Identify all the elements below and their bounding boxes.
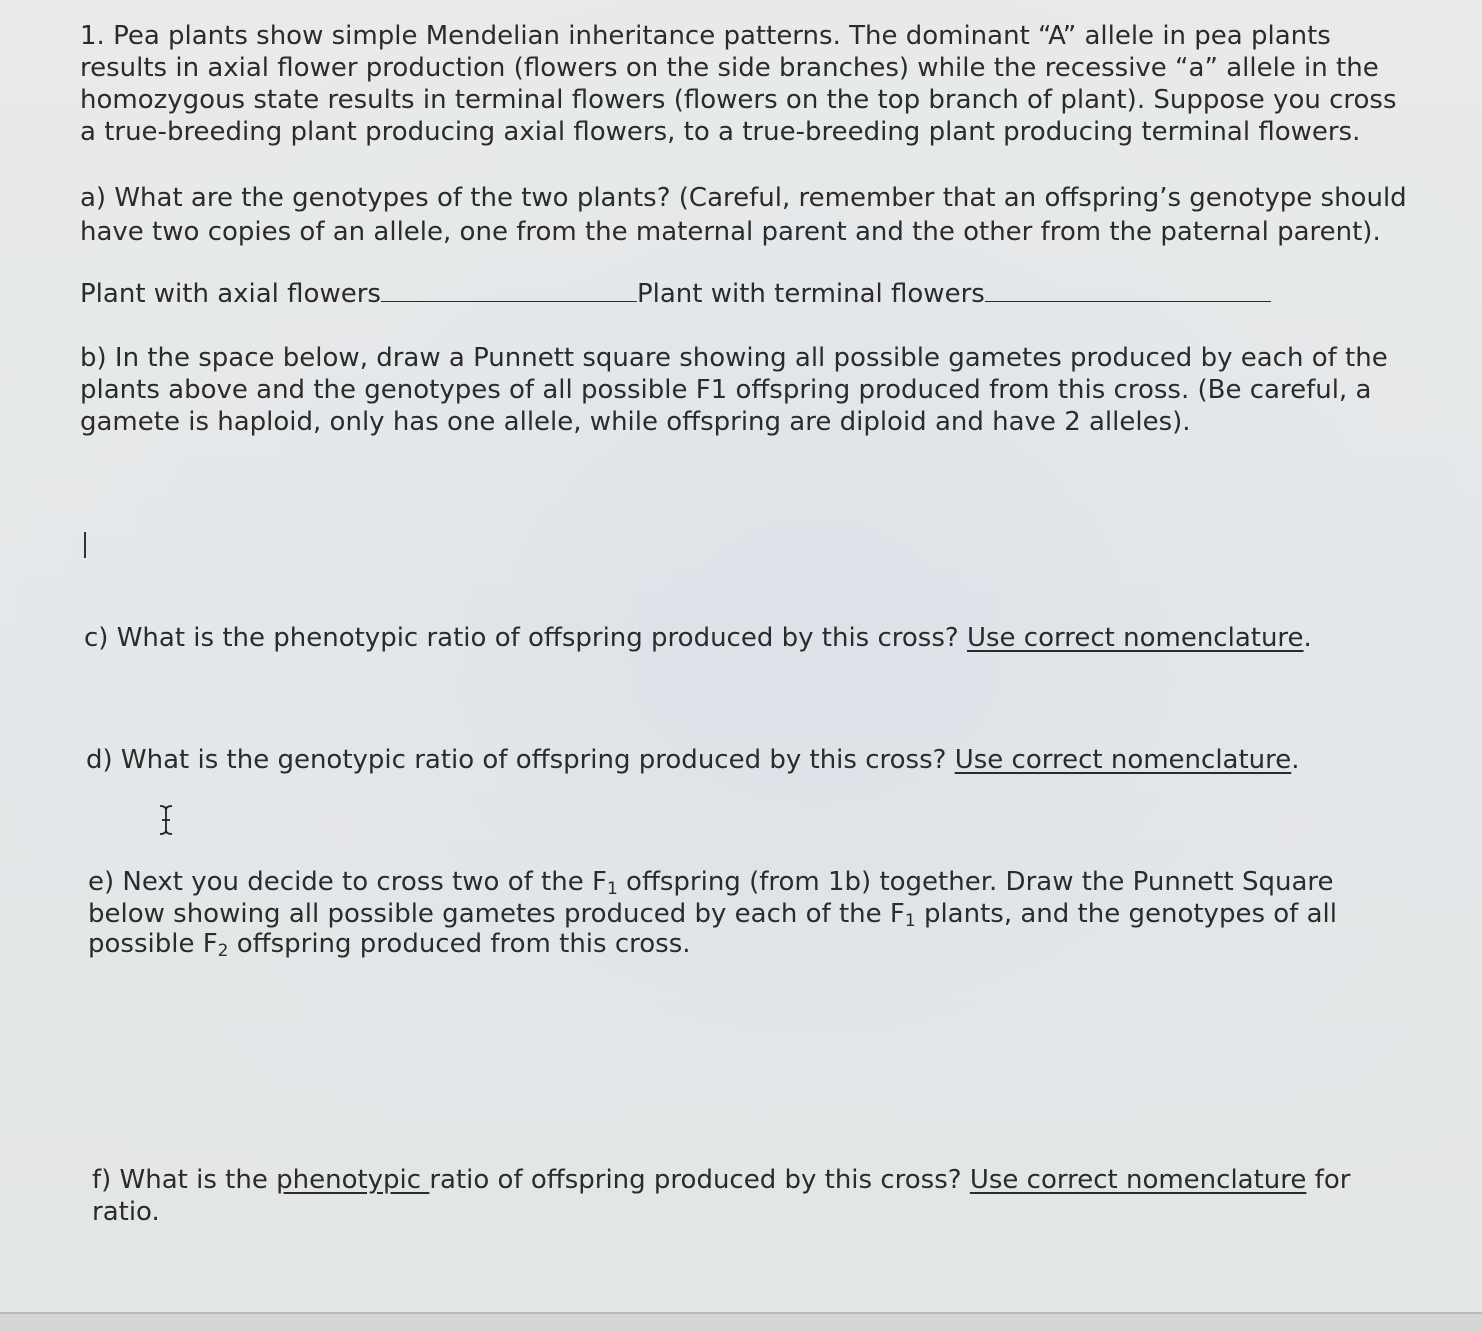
screen-bottom-edge — [0, 1312, 1482, 1332]
qb-line-1: b) In the space below, draw a Punnett square showing all possible gametes produced by each of the — [80, 343, 1388, 373]
qd-nomenclature-link[interactable]: Use correct nomenclature — [954, 745, 1292, 775]
qe-line-1 — [88, 866, 1334, 898]
qe-line-3-sub: 2 — [217, 941, 229, 961]
qc-nomenclature-link[interactable]: Use correct nomenclature — [966, 623, 1304, 653]
q1-line-1: 1. Pea plants show simple Mendelian inheritance patterns. The dominant “A” allele in pea plants — [80, 21, 1331, 51]
qd-line — [86, 744, 1300, 776]
axial-answer-row — [80, 278, 1271, 310]
qd-period: . — [1291, 745, 1300, 775]
qb-line-2: plants above and the genotypes of all possible F1 offspring produced from this cross. (Be careful, a — [80, 375, 1372, 405]
q1-line-2: results in axial flower production (flowers on the side branches) while the recessive “a” allele in the — [80, 53, 1379, 83]
text-insertion-cursor — [84, 532, 86, 558]
terminal-flowers-label: Plant with terminal flowers — [636, 279, 985, 309]
qe-line-3 — [88, 928, 691, 960]
qe-line-2-pre: below showing all possible gametes produced by each of the F — [88, 899, 905, 929]
terminal-genotype-blank[interactable] — [985, 279, 1271, 302]
qe-line-1-post: offspring (from 1b) together. Draw the Punnett Square — [617, 867, 1334, 897]
qf-line-2: ratio. — [92, 1197, 160, 1227]
qf-phenotypic-underlined: phenotypic — [276, 1165, 430, 1195]
qe-line-1-pre: e) Next you decide to cross two of the F — [88, 867, 607, 897]
qa-line-2: have two copies of an allele, one from the maternal parent and the other from the paternal parent). — [80, 217, 1381, 247]
qe-line-1-sub: 1 — [606, 879, 618, 899]
qe-line-2-sub: 1 — [904, 911, 916, 931]
qc-line — [84, 622, 1312, 654]
q1-line-4: a true-breeding plant producing axial flowers, to a true-breeding plant producing terminal flowers. — [80, 117, 1361, 147]
qf-pre: f) What is the — [92, 1165, 277, 1195]
qe-line-3-post: offspring produced from this cross. — [228, 929, 691, 959]
qf-post: for — [1306, 1165, 1351, 1195]
qf-nomenclature-link[interactable]: Use correct nomenclature — [969, 1165, 1307, 1195]
q1-line-3: homozygous state results in terminal flowers (flowers on the top branch of plant). Suppose you cross — [80, 85, 1397, 115]
qf-line-1 — [92, 1164, 1350, 1196]
axial-genotype-blank[interactable] — [381, 279, 637, 302]
qc-period: . — [1303, 623, 1312, 653]
ibeam-cursor-icon — [156, 804, 176, 836]
qe-line-2 — [88, 898, 1337, 930]
qe-line-3-pre: possible F — [88, 929, 218, 959]
qc-question: c) What is the phenotypic ratio of offspring produced by this cross? — [84, 623, 967, 653]
qb-line-3: gamete is haploid, only has one allele, while offspring are diploid and have 2 alleles). — [80, 407, 1191, 437]
qd-question: d) What is the genotypic ratio of offspring produced by this cross? — [86, 745, 955, 775]
qe-line-2-post: plants, and the genotypes of all — [915, 899, 1337, 929]
qa-line-1: a) What are the genotypes of the two plants? (Careful, remember that an offspring’s genotype should — [80, 183, 1407, 213]
axial-flowers-label: Plant with axial flowers — [80, 279, 381, 309]
qf-mid: ratio of offspring produced by this cross? — [429, 1165, 970, 1195]
